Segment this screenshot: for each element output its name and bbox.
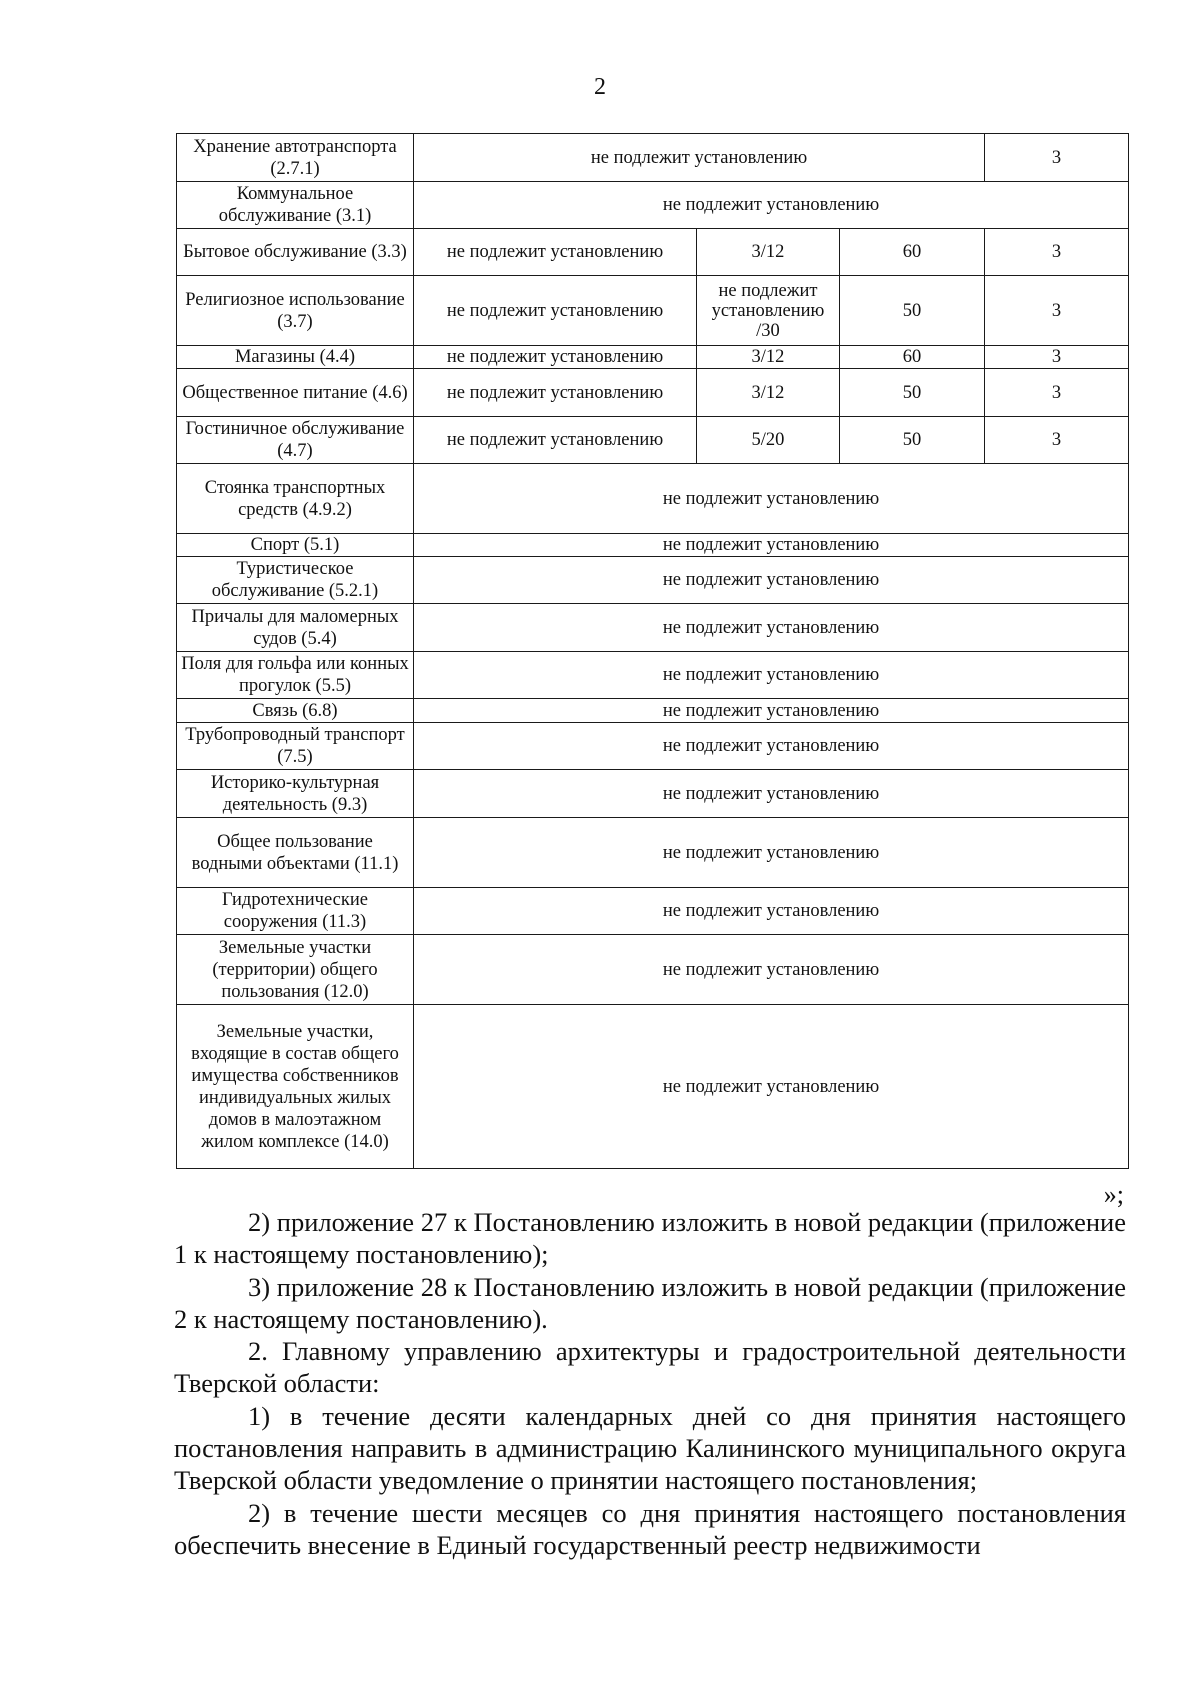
value-cell: 3 [985, 134, 1129, 182]
table-row [177, 935, 1129, 1005]
value-cell: 50 [840, 417, 985, 464]
land-use-name-cell: Трубопроводный транспорт (7.5) [177, 723, 414, 770]
paragraph: 3) приложение 28 к Постановлению изложить в новой редакции (приложение 2 к настоящему постановлению). [174, 1271, 1126, 1334]
page-number: 2 [594, 74, 606, 100]
land-use-name-cell: Магазины (4.4) [177, 346, 414, 369]
paragraph: 2) в течение шести месяцев со дня принятия настоящего постановления обеспечить внесение в Единый государственный реестр недвижимости [174, 1497, 1126, 1560]
paragraph: 1) в течение десяти календарных дней со дня принятия настоящего постановления направить в администрацию Калининского муниципального округа Тверской области уведомление о принятии настоящего постановления; [174, 1400, 1126, 1496]
value-cell: 3 [985, 276, 1129, 346]
merged-value-cell: не подлежит установлению [414, 534, 1129, 557]
merged-value-cell: не подлежит установлению [414, 182, 1129, 229]
land-use-name-cell: Спорт (5.1) [177, 534, 414, 557]
table-row [177, 464, 1129, 534]
paragraph: 2) приложение 27 к Постановлению изложить в новой редакции (приложение 1 к настоящему постановлению); [174, 1207, 1126, 1270]
value-cell: 50 [840, 369, 985, 417]
merged-value-cell: не подлежит установлению [414, 604, 1129, 652]
merged-value-cell: не подлежит установлению [414, 699, 1129, 723]
merged-value-cell: не подлежит установлению [414, 1005, 1129, 1169]
table-row [177, 276, 1129, 346]
merged-value-cell: не подлежит установлению [414, 888, 1129, 935]
land-use-name-cell: Бытовое обслуживание (3.3) [177, 229, 414, 276]
land-use-name-cell: Гостиничное обслуживание (4.7) [177, 417, 414, 464]
land-use-name-cell: Религиозное использование (3.7) [177, 276, 414, 346]
land-use-name-cell: Связь (6.8) [177, 699, 414, 723]
merged-value-cell: не подлежит установлению [414, 723, 1129, 770]
table-row [177, 534, 1129, 557]
table-row [177, 888, 1129, 935]
regulations-table [176, 133, 1129, 1169]
value-cell: не подлежит установлению [414, 346, 697, 369]
value-cell: не подлежит установлению [414, 369, 697, 417]
merged-value-cell: не подлежит установлению [414, 770, 1129, 818]
paragraph: 2. Главному управлению архитектуры и градостроительной деятельности Тверской области: [174, 1336, 1126, 1399]
value-cell: 5/20 [697, 417, 840, 464]
land-use-name-cell: Земельные участки (территории) общего пользования (12.0) [177, 935, 414, 1005]
land-use-name-cell: Хранение автотранспорта (2.7.1) [177, 134, 414, 182]
table-row [177, 134, 1129, 182]
table-row [177, 699, 1129, 723]
land-use-name-cell: Гидротехнические сооружения (11.3) [177, 888, 414, 935]
table-row [177, 652, 1129, 699]
value-cell: 3 [985, 369, 1129, 417]
merged-value-cell: не подлежит установлению [414, 134, 985, 182]
land-use-name-cell: Туристическое обслуживание (5.2.1) [177, 557, 414, 604]
table-row [177, 417, 1129, 464]
value-cell: не подлежит установлению /30 [697, 276, 840, 346]
closing-quote: »; [1103, 1180, 1124, 1209]
value-cell: не подлежит установлению [414, 417, 697, 464]
table-row [177, 557, 1129, 604]
merged-value-cell: не подлежит установлению [414, 652, 1129, 699]
table-row [177, 818, 1129, 888]
table-row [177, 229, 1129, 276]
value-cell: не подлежит установлению [414, 229, 697, 276]
land-use-name-cell: Коммунальное обслуживание (3.1) [177, 182, 414, 229]
table-row [177, 1005, 1129, 1169]
value-cell: 3/12 [697, 369, 840, 417]
merged-value-cell: не подлежит установлению [414, 818, 1129, 888]
table-row [177, 723, 1129, 770]
table-row [177, 346, 1129, 369]
land-use-name-cell: Общественное питание (4.6) [177, 369, 414, 417]
value-cell: 60 [840, 229, 985, 276]
value-cell: не подлежит установлению [414, 276, 697, 346]
value-cell: 3 [985, 346, 1129, 369]
table-row [177, 604, 1129, 652]
value-cell: 50 [840, 276, 985, 346]
land-use-name-cell: Историко-культурная деятельность (9.3) [177, 770, 414, 818]
merged-value-cell: не подлежит установлению [414, 935, 1129, 1005]
body-text [174, 1206, 1126, 1561]
land-use-name-cell: Поля для гольфа или конных прогулок (5.5) [177, 652, 414, 699]
value-cell: 3/12 [697, 229, 840, 276]
value-cell: 3 [985, 229, 1129, 276]
table-row [177, 182, 1129, 229]
land-use-name-cell: Земельные участки, входящие в состав общего имущества собственников индивидуальных жилых домов в малоэтажном жилом комплексе (14.0) [177, 1005, 414, 1169]
table-row [177, 369, 1129, 417]
value-cell: 3 [985, 417, 1129, 464]
land-use-name-cell: Причалы для маломерных судов (5.4) [177, 604, 414, 652]
value-cell: 3/12 [697, 346, 840, 369]
land-use-name-cell: Общее пользование водными объектами (11.1) [177, 818, 414, 888]
land-use-name-cell: Стоянка транспортных средств (4.9.2) [177, 464, 414, 534]
value-cell: 60 [840, 346, 985, 369]
table-row [177, 770, 1129, 818]
merged-value-cell: не подлежит установлению [414, 557, 1129, 604]
merged-value-cell: не подлежит установлению [414, 464, 1129, 534]
